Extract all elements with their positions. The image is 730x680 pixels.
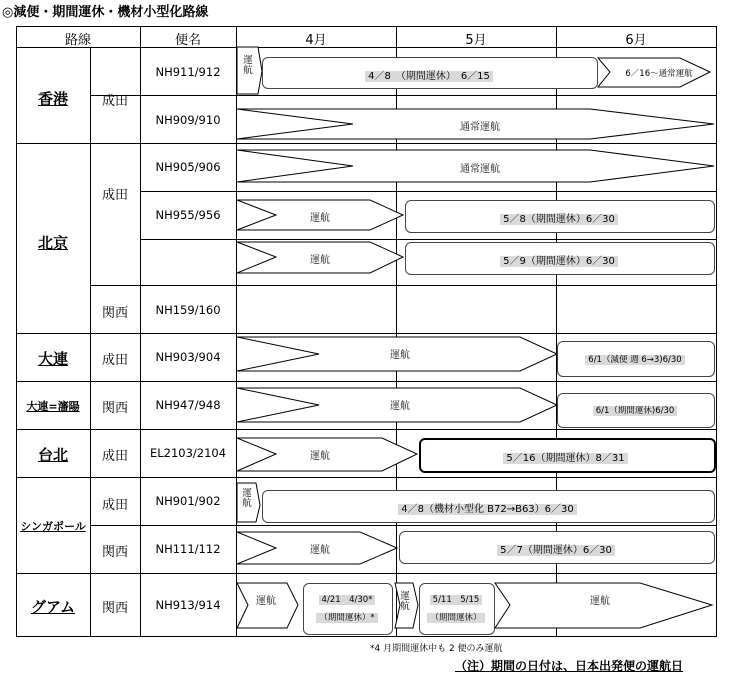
flight-number: NH905/906	[155, 160, 221, 174]
reduction-text: 6/1（減便 週 6→3)6/30	[557, 353, 713, 365]
operate-label: 運 航	[242, 488, 252, 510]
header-may: 5月	[465, 33, 487, 48]
route-dalian: 大連	[37, 350, 68, 368]
route-beijing: 北京	[37, 234, 68, 252]
header-flight: 便名	[174, 33, 201, 48]
operate-text: 運航	[390, 350, 410, 361]
route-taipei: 台北	[37, 446, 68, 464]
flight-number: NH913/914	[155, 598, 221, 612]
route-guam: グアム	[31, 598, 75, 616]
flight-number: NH955/956	[155, 208, 221, 222]
airport-kansai: 関西	[101, 401, 128, 416]
suspension-box	[303, 583, 393, 635]
suspension-text: 5／9（期間運休）6／30	[405, 252, 713, 267]
suspension-text: 4／8 （期間運休） 6／15	[262, 67, 596, 82]
flight-number: NH903/904	[155, 350, 221, 364]
operate-text: 運航	[310, 255, 330, 266]
route-singapore: シンガポール	[20, 520, 86, 533]
header-route: 路線	[64, 33, 91, 48]
normal-resume-text: 6／16～通常運航	[625, 69, 693, 79]
header-apr: 4月	[305, 33, 327, 48]
airport-narita: 成田	[101, 94, 128, 109]
suspension-text: 5／16（期間運休）8／31	[419, 449, 712, 464]
operate-text: 運航	[310, 545, 330, 556]
suspension-text: 5／7（期間運休）6／30	[399, 541, 713, 556]
flight-number: NH909/910	[155, 113, 221, 127]
operate-text: 運航	[310, 451, 330, 462]
operate-text: 運航	[256, 596, 276, 607]
footnote: *4 月期間運休中も 2 便のみ運航	[370, 644, 503, 654]
normal-operation-text: 通常運航	[460, 164, 500, 175]
flight-number: NH947/948	[155, 398, 221, 412]
suspension-text: 5／8（期間運休）6／30	[405, 210, 713, 225]
operate-text: 運航	[310, 213, 330, 224]
operate-label: 運 航	[400, 591, 410, 613]
header-jun: 6月	[625, 33, 647, 48]
downsize-text: 4／8（機材小型化 B72→B63）6／30	[262, 500, 713, 515]
suspension-text: （期間運休）*	[303, 611, 391, 623]
suspension-box	[419, 583, 495, 635]
suspension-text: 4/21 4/30*	[303, 593, 391, 605]
flight-number: NH901/902	[155, 494, 221, 508]
page-title: ◎減便・期間運休・機材小型化路線	[2, 5, 209, 20]
date-note: （注）期間の日付は、日本出発便の運航日	[455, 659, 684, 673]
flight-number: NH159/160	[155, 303, 221, 317]
operate-label: 運 航	[243, 55, 253, 77]
route-hongkong: 香港	[37, 90, 68, 108]
airport-narita: 成田	[101, 449, 128, 464]
normal-operation-text: 通常運航	[460, 122, 500, 133]
airport-kansai: 関西	[101, 306, 128, 321]
operate-text: 運航	[390, 401, 410, 412]
airport-narita: 成田	[101, 498, 128, 513]
flight-number: NH911/912	[155, 65, 221, 79]
airport-kansai: 関西	[101, 601, 128, 616]
operate-text: 運航	[590, 596, 610, 607]
suspension-text: 6/1（期間運休)6/30	[557, 404, 713, 416]
route-dalian-shenyang: 大連=瀋陽	[26, 400, 80, 413]
airport-narita: 成田	[101, 353, 128, 368]
flight-number: EL2103/2104	[149, 446, 227, 460]
airport-narita: 成田	[101, 188, 128, 203]
airport-kansai: 関西	[101, 545, 128, 560]
suspension-text: 5/11 5/15	[419, 593, 493, 605]
suspension-text: （期間運休）	[419, 611, 493, 623]
flight-number: NH111/112	[155, 542, 221, 556]
